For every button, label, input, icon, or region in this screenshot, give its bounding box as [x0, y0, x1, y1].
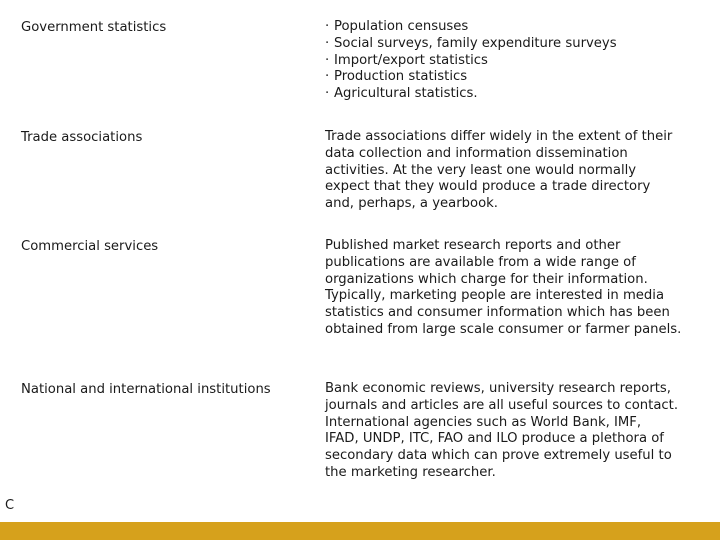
description-line: data collection and information dissemination: [325, 145, 628, 161]
corner-text: C: [5, 498, 15, 513]
source-description: [325, 129, 710, 213]
bullet-marker: ·: [325, 35, 330, 51]
bullet-text: Agricultural statistics.: [334, 86, 478, 102]
list-item: [325, 53, 710, 70]
description-line: publications are available from a wide range of: [325, 254, 636, 270]
description-line: secondary data which can prove extremely useful to: [325, 448, 672, 464]
description-line: and, perhaps, a yearbook.: [325, 196, 498, 212]
bullet-list: [325, 19, 710, 103]
description-line: the marketing researcher.: [325, 464, 496, 480]
bullet-text: Production statistics: [334, 69, 468, 85]
list-item: [325, 69, 710, 86]
source-label: National and international institutions: [21, 382, 271, 397]
bullet-text: Import/export statistics: [334, 52, 488, 68]
bullet-marker: ·: [325, 19, 330, 34]
description-line: statistics and consumer information which has been: [325, 305, 670, 321]
footer-bar: [0, 522, 720, 540]
description-line: IFAD, UNDP, ITC, FAO and ILO produce a plethora of: [325, 431, 664, 447]
bullet-marker: ·: [325, 52, 330, 68]
description-line: Published market research reports and other: [325, 238, 621, 253]
source-label: Commercial services: [21, 239, 159, 254]
description-line: Typically, marketing people are interested in media: [325, 288, 665, 304]
description-line: Trade associations differ widely in the extent of their: [325, 129, 673, 144]
source-label: Government statistics: [21, 20, 167, 35]
bullet-marker: ·: [325, 69, 330, 85]
bullet-text: Population censuses: [334, 19, 469, 34]
list-item: [325, 86, 710, 103]
source-description: [325, 381, 710, 482]
description-line: Bank economic reviews, university research reports,: [325, 381, 671, 396]
bullet-text: Social surveys, family expenditure surveys: [334, 35, 617, 51]
list-item: [325, 19, 710, 36]
bullet-marker: ·: [325, 86, 330, 102]
source-description: [325, 238, 710, 339]
description-line: journals and articles are all useful sources to contact.: [325, 397, 679, 413]
description-line: expect that they would produce a trade directory: [325, 179, 651, 195]
description-line: obtained from large scale consumer or farmer panels.: [325, 321, 682, 337]
description-line: International agencies such as World Bank, IMF,: [325, 414, 642, 430]
source-description: [325, 19, 710, 103]
description-line: activities. At the very least one would normally: [325, 162, 637, 178]
source-label: Trade associations: [21, 130, 143, 145]
list-item: [325, 36, 710, 53]
description-line: organizations which charge for their information.: [325, 271, 648, 287]
